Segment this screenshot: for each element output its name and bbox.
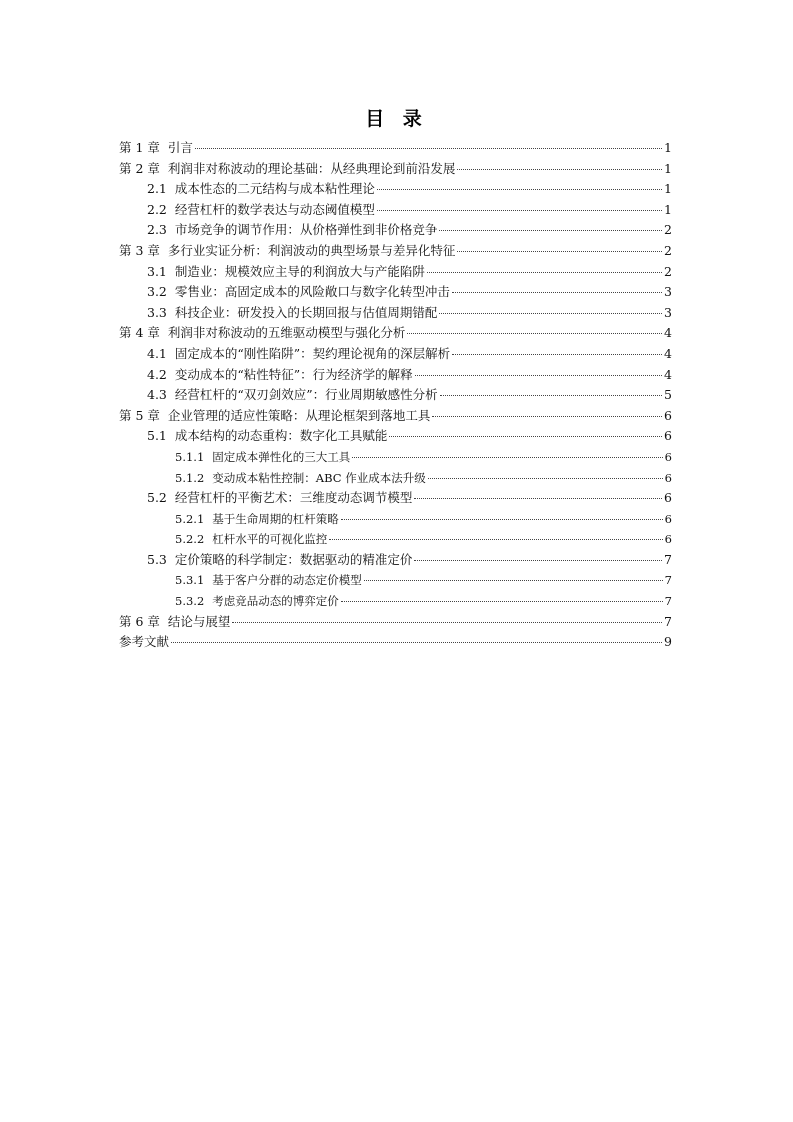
toc-entry-page: 1 — [664, 140, 672, 155]
toc-entry-page: 6 — [664, 470, 672, 485]
toc-entry-title: 基于客户分群的动态定价模型 — [212, 573, 362, 588]
dot-leader — [341, 519, 663, 520]
toc-entry[interactable] — [119, 179, 672, 200]
toc-entry[interactable] — [119, 200, 672, 221]
toc-title: 目 录 — [365, 108, 428, 130]
toc-entry-page: 4 — [664, 345, 672, 361]
dot-leader — [195, 148, 662, 149]
toc-entry-page: 7 — [664, 594, 672, 609]
toc-entry[interactable] — [119, 220, 672, 241]
toc-entry-number: 4.1 — [147, 345, 167, 361]
dot-leader — [432, 416, 662, 417]
dot-leader — [171, 642, 662, 643]
toc-entry-title: 零售业：高固定成本的风险敞口与数字化转型冲击 — [174, 284, 450, 300]
toc-entry-title: 结论与展望 — [167, 613, 231, 629]
toc-entry[interactable] — [119, 570, 672, 591]
toc-entry-page: 2 — [664, 263, 672, 279]
dot-leader — [389, 436, 662, 437]
toc-entry-title: 利润非对称波动的五维驱动模型与强化分析 — [167, 325, 406, 341]
dot-leader — [364, 580, 663, 581]
toc-entry-page: 2 — [664, 242, 672, 258]
toc-entry[interactable] — [119, 468, 672, 489]
toc-entry-number: 5.3 — [147, 551, 167, 567]
dot-leader — [439, 230, 662, 231]
dot-leader — [352, 457, 662, 458]
toc-entry[interactable] — [119, 612, 672, 633]
toc-entry[interactable] — [119, 303, 672, 324]
dot-leader — [452, 354, 662, 355]
dot-leader — [329, 539, 662, 540]
toc-entry-page: 3 — [664, 284, 672, 300]
toc-entry[interactable] — [119, 591, 672, 612]
dot-leader — [427, 272, 662, 273]
toc-entry-number: 5.2.1 — [175, 511, 205, 526]
toc-entry-page: 7 — [664, 551, 672, 567]
dot-leader — [439, 313, 662, 314]
dot-leader — [377, 189, 662, 190]
toc-entry-number: 第 5 章 — [119, 407, 160, 423]
toc-entry-title: 经营杠杆的“双刃剑效应”：行业周期敏感性分析 — [174, 387, 438, 403]
dot-leader — [457, 251, 662, 252]
toc-entry[interactable] — [119, 241, 672, 262]
toc-entry-title: 经营杠杆的数学表达与动态阈值模型 — [174, 201, 375, 217]
dot-leader — [440, 395, 662, 396]
toc-entry-title: 变动成本粘性控制：ABC 作业成本法升级 — [212, 470, 426, 485]
toc-entry-number: 5.3.1 — [175, 573, 205, 588]
toc-entry-number: 第 3 章 — [119, 242, 160, 258]
toc-entry-page: 5 — [664, 387, 672, 403]
toc-entry-page: 6 — [664, 511, 672, 526]
toc-entry[interactable] — [119, 344, 672, 365]
toc-entry[interactable] — [119, 262, 672, 283]
toc-entry-title: 固定成本弹性化的三大工具 — [212, 449, 351, 464]
toc-entry-title: 固定成本的“刚性陷阱”：契约理论视角的深层解析 — [174, 345, 451, 361]
toc-entry[interactable] — [119, 323, 672, 344]
toc-entry-number: 5.1.1 — [175, 449, 205, 464]
toc-entry-title: 成本结构的动态重构：数字化工具赋能 — [174, 428, 388, 444]
toc-entry-number: 5.1.2 — [175, 470, 205, 485]
toc-entry-title: 参考文献 — [119, 634, 170, 650]
toc-entry-page: 4 — [664, 325, 672, 341]
dot-leader — [415, 375, 662, 376]
toc-entry-number: 2.3 — [147, 222, 167, 238]
toc-entry-title: 成本性态的二元结构与成本粘性理论 — [174, 181, 375, 197]
dot-leader — [428, 478, 663, 479]
toc-entry-title: 多行业实证分析：利润波动的典型场景与差异化特征 — [167, 242, 456, 258]
toc-entry-title: 变动成本的“粘性特征”：行为经济学的解释 — [174, 366, 413, 382]
dot-leader — [377, 210, 662, 211]
toc-entry-number: 4.2 — [147, 366, 167, 382]
toc-entry[interactable] — [119, 159, 672, 180]
dot-leader — [407, 333, 662, 334]
toc-entry-page: 2 — [664, 222, 672, 238]
toc-entry-page: 3 — [664, 304, 672, 320]
toc-entry-number: 4.3 — [147, 387, 167, 403]
toc-entry-page: 1 — [664, 201, 672, 217]
toc-entry-page: 6 — [664, 407, 672, 423]
toc-entry-title: 引言 — [167, 140, 193, 155]
toc-entry-number: 2.2 — [147, 201, 167, 217]
toc-entry-page: 4 — [664, 366, 672, 382]
toc-entry-number: 3.2 — [147, 284, 167, 300]
toc-entry[interactable] — [119, 138, 672, 159]
toc-entry-page: 6 — [664, 449, 672, 464]
toc-entry[interactable] — [119, 406, 672, 427]
toc-entry-title: 考虑竞品动态的博弈定价 — [212, 594, 339, 609]
dot-leader — [232, 622, 662, 623]
toc-entry[interactable] — [119, 529, 672, 550]
toc-entry-title: 利润非对称波动的理论基础：从经典理论到前沿发展 — [167, 160, 456, 176]
toc-entry[interactable] — [119, 365, 672, 386]
toc-entry-page: 6 — [664, 490, 672, 506]
toc-entry-number: 5.2.2 — [175, 532, 205, 547]
toc-entry-page: 6 — [664, 428, 672, 444]
toc-entry-page: 7 — [664, 613, 672, 629]
dot-leader — [452, 292, 662, 293]
toc-entry-title: 企业管理的适应性策略：从理论框架到落地工具 — [167, 407, 431, 423]
dot-leader — [414, 560, 662, 561]
toc-entry-page: 1 — [664, 160, 672, 176]
toc-entry-page: 7 — [664, 573, 672, 588]
toc-entry-title: 基于生命周期的杠杆策略 — [212, 511, 339, 526]
toc-entry-page: 1 — [664, 181, 672, 197]
toc-entry-title: 市场竞争的调节作用：从价格弹性到非价格竞争 — [174, 222, 438, 238]
toc-entry-page: 9 — [664, 634, 672, 650]
toc-entry[interactable] — [119, 509, 672, 530]
toc-entry-title: 杠杆水平的可视化监控 — [212, 532, 328, 547]
toc-entry[interactable] — [119, 282, 672, 303]
toc-entry-title: 制造业：规模效应主导的利润放大与产能陷阱 — [174, 263, 425, 279]
dot-leader — [414, 498, 662, 499]
toc-entry[interactable] — [119, 385, 672, 406]
toc-entry-number: 第 2 章 — [119, 160, 160, 176]
toc-entry-number: 第 6 章 — [119, 613, 160, 629]
toc-entry-number: 3.1 — [147, 263, 167, 279]
toc-entry-page: 6 — [664, 532, 672, 547]
dot-leader — [341, 601, 663, 602]
toc-entry-title: 定价策略的科学制定：数据驱动的精准定价 — [174, 551, 413, 567]
toc-entry[interactable] — [119, 550, 672, 571]
toc-entry-number: 5.1 — [147, 428, 167, 444]
toc-entry-number: 5.2 — [147, 490, 167, 506]
toc-entry-title: 经营杠杆的平衡艺术：三维度动态调节模型 — [174, 490, 413, 506]
toc-entry-title: 科技企业：研发投入的长期回报与估值周期错配 — [174, 304, 438, 320]
toc-entry-references[interactable] — [119, 632, 672, 653]
dot-leader — [457, 169, 662, 170]
toc-entry-number: 2.1 — [147, 181, 167, 197]
toc-entry[interactable] — [119, 488, 672, 509]
toc-list — [119, 138, 672, 653]
toc-entry-number: 第 1 章 — [119, 140, 160, 155]
toc-entry-number: 3.3 — [147, 304, 167, 320]
toc-entry[interactable] — [119, 426, 672, 447]
toc-entry-number: 第 4 章 — [119, 325, 160, 341]
toc-entry-number: 5.3.2 — [175, 594, 205, 609]
toc-entry[interactable] — [119, 447, 672, 468]
